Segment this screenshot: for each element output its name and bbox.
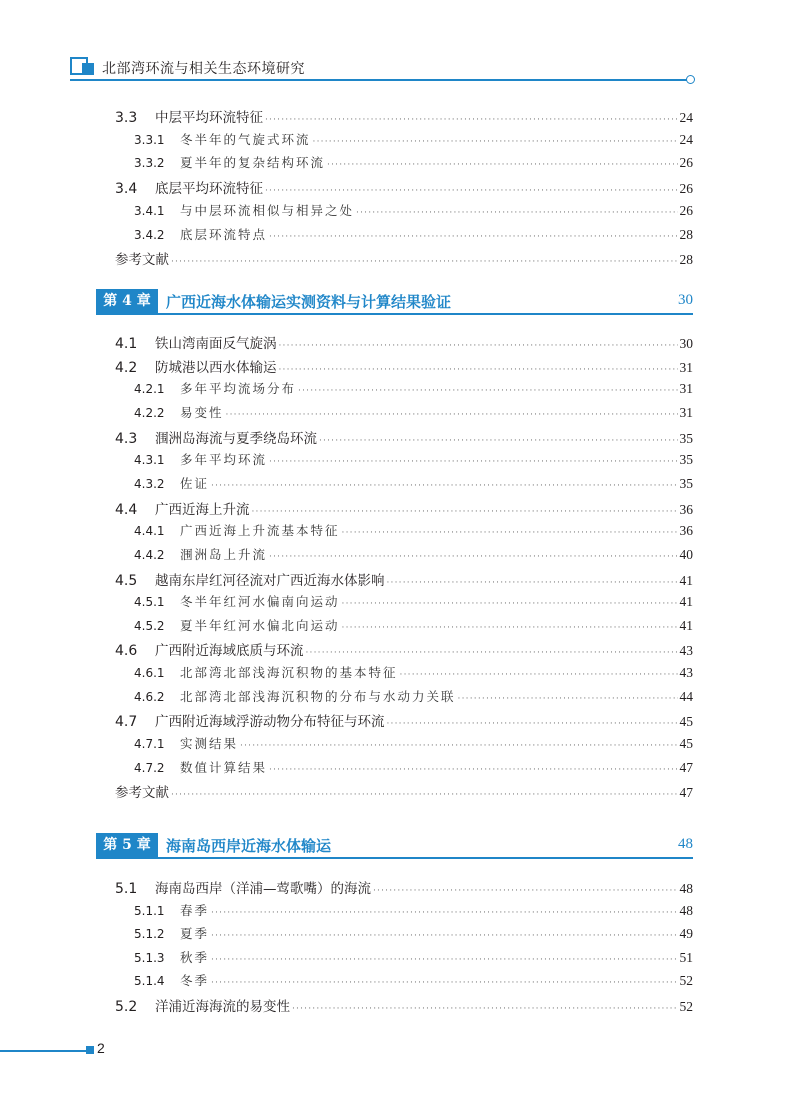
toc-section-number: 4.1 <box>115 336 138 352</box>
chapter-4-rule <box>96 313 693 315</box>
toc-dot-leader <box>342 623 678 633</box>
toc-section-number: 4.2.2 <box>134 405 165 420</box>
toc-section-number: 4.7 <box>115 714 138 731</box>
toc-section-title: 数值计算结果 <box>180 759 268 775</box>
toc-entry-4-7-2[interactable] <box>115 758 693 780</box>
toc-section-title: 冬半年红河水偏南向运动 <box>180 594 340 610</box>
toc-section-number: 4.4.2 <box>134 547 165 562</box>
toc-entry-4-7-1[interactable] <box>115 734 693 756</box>
page-number: 2 <box>97 1040 105 1056</box>
toc-page-number: 24 <box>679 110 693 125</box>
toc-dot-leader <box>327 160 677 170</box>
header-rule-end-circle <box>686 75 695 84</box>
toc-entry-5-1[interactable] <box>115 877 693 899</box>
toc-entry-3-3-2[interactable] <box>115 153 693 175</box>
toc-section-number: 4.6.1 <box>134 666 165 681</box>
toc-page-number: 45 <box>679 736 693 752</box>
toc-page-number: 48 <box>679 881 693 896</box>
toc-entry-4-1[interactable] <box>115 332 693 354</box>
toc-page-number: 45 <box>679 714 693 730</box>
toc-section-title: 秋季 <box>180 949 210 965</box>
toc-section-title: 夏季 <box>180 926 210 941</box>
toc-dot-leader <box>319 436 678 446</box>
toc-section-number: 4.7.2 <box>134 760 165 775</box>
header-rule <box>70 79 687 81</box>
toc-section-title: 冬半年的气旋式环流 <box>180 131 311 147</box>
toc-entry-4-3-2[interactable] <box>115 474 693 496</box>
toc-page-number: 41 <box>679 617 693 633</box>
toc-section-number: 4.2.1 <box>134 382 165 397</box>
toc-section-title: 冬季 <box>180 973 210 988</box>
toc-section-title: 洋浦近海海流的易变性 <box>155 998 290 1015</box>
toc-section-number: 4.2 <box>115 359 138 376</box>
toc-section-title: 参考文献 <box>115 785 169 802</box>
toc-entry-4-3[interactable] <box>115 427 693 449</box>
toc-dot-leader <box>265 115 678 125</box>
chapter-5-page: 48 <box>678 836 693 852</box>
toc-entry-4-6-1[interactable] <box>115 663 693 685</box>
toc-section-title: 北部湾北部浅海沉积物的基本特征 <box>180 665 398 681</box>
toc-section-number: 5.1.4 <box>134 974 165 988</box>
toc-section-number: 5.1 <box>115 881 138 897</box>
toc-page-number: 48 <box>679 902 693 918</box>
toc-page-number: 26 <box>679 155 693 171</box>
toc-page-number: 41 <box>679 594 693 610</box>
toc-section-number: 4.3.2 <box>134 476 165 491</box>
toc-section-number: 5.1.1 <box>134 903 165 918</box>
toc-section-title: 广西附近海域浮游动物分布特征与环流 <box>155 714 385 731</box>
toc-dot-leader <box>342 528 678 538</box>
running-header-title: 北部湾环流与相关生态环境研究 <box>102 61 305 77</box>
toc-entry-4-6-2[interactable] <box>115 687 693 709</box>
toc-section-title: 涠洲岛上升流 <box>180 546 268 562</box>
toc-entry-5-1-1[interactable] <box>115 901 693 923</box>
toc-dot-leader <box>211 908 677 918</box>
toc-entry-3-3[interactable] <box>115 106 693 128</box>
chapter-4-heading[interactable] <box>96 289 693 313</box>
toc-dot-leader <box>171 790 678 800</box>
toc-section-title: 底层平均环流特征 <box>155 181 263 198</box>
toc-dot-leader <box>211 955 677 965</box>
chapter-4-page: 30 <box>678 292 693 308</box>
toc-dot-leader <box>269 232 677 242</box>
toc-section-title: 易变性 <box>180 404 224 420</box>
toc-section-title: 铁山湾南面反气旋涡 <box>155 336 277 352</box>
toc-section-title: 实测结果 <box>180 736 239 752</box>
toc-section-title: 参考文献 <box>115 252 169 269</box>
toc-entry-4-4-1[interactable] <box>115 521 693 543</box>
toc-dot-leader <box>387 719 678 729</box>
toc-section-title: 北部湾北部浅海沉积物的分布与水动力关联 <box>180 688 456 704</box>
toc-dot-leader <box>211 931 677 941</box>
toc-page-number: 28 <box>679 252 693 268</box>
toc-entry-4-5-2[interactable] <box>115 616 693 638</box>
toc-section-title: 多年平均流场分布 <box>180 381 297 397</box>
toc-dot-leader <box>292 1004 678 1014</box>
toc-entry-3-4-2[interactable] <box>115 225 693 247</box>
chapter-5-badge: 第 5 章 <box>96 833 158 857</box>
toc-page-number: 30 <box>679 336 693 351</box>
toc-page-number: 47 <box>679 759 693 775</box>
toc-references-entry[interactable] <box>115 248 693 270</box>
toc-section-number: 4.3.1 <box>134 453 165 468</box>
footer-rule <box>0 1050 86 1052</box>
toc-page-number: 26 <box>679 202 693 218</box>
toc-references-entry[interactable] <box>115 781 693 803</box>
toc-dot-leader <box>313 137 678 147</box>
toc-entry-3-4-1[interactable] <box>115 201 693 223</box>
toc-section-title: 夏半年的复杂结构环流 <box>180 155 326 171</box>
toc-section-title: 多年平均环流 <box>180 452 268 468</box>
toc-section-number: 5.1.3 <box>134 950 165 965</box>
toc-page-number: 31 <box>679 404 693 420</box>
toc-section-number: 3.4.2 <box>134 227 165 242</box>
toc-dot-leader <box>211 978 677 988</box>
toc-entry-4-4[interactable] <box>115 498 693 520</box>
toc-entry-3-3-1[interactable] <box>115 130 693 152</box>
toc-entry-4-2[interactable] <box>115 356 693 378</box>
chapter-5-heading[interactable] <box>96 833 693 857</box>
toc-section-number: 4.6 <box>115 643 138 660</box>
toc-section-title: 底层环流特点 <box>180 226 268 242</box>
chapter-4-title: 广西近海水体输运实测资料与计算结果验证 <box>166 293 452 311</box>
toc-section-number: 4.4 <box>115 501 138 518</box>
toc-page-number: 36 <box>679 501 693 517</box>
toc-section-number: 4.7.1 <box>134 737 165 752</box>
chapter-5-title: 海南岛西岸近海水体输运 <box>166 837 332 855</box>
toc-dot-leader <box>269 765 677 775</box>
toc-page-number: 35 <box>679 430 693 446</box>
toc-section-title: 春季 <box>180 902 210 918</box>
toc-dot-leader <box>269 552 677 562</box>
toc-section-number: 5.1.2 <box>134 927 165 941</box>
toc-section-title: 防城港以西水体输运 <box>155 359 277 376</box>
footer-square <box>86 1046 94 1054</box>
toc-dot-leader <box>265 186 678 196</box>
toc-section-number: 3.4.1 <box>134 203 165 218</box>
toc-entry-5-2[interactable] <box>115 995 693 1017</box>
toc-page-number: 31 <box>679 381 693 397</box>
toc-page-number: 43 <box>679 665 693 681</box>
toc-entry-4-2-1[interactable] <box>115 379 693 401</box>
toc-section-number: 4.6.2 <box>134 689 165 704</box>
toc-entry-4-2-2[interactable] <box>115 403 693 425</box>
toc-dot-leader <box>269 457 677 467</box>
toc-page-number: 49 <box>679 926 693 941</box>
toc-page-number: 36 <box>679 523 693 539</box>
toc-dot-leader <box>171 257 678 267</box>
toc-page-number: 35 <box>679 452 693 468</box>
toc-entry-5-1-4[interactable] <box>115 971 693 993</box>
toc-page-number: 52 <box>679 973 693 988</box>
toc-entry-3-4[interactable] <box>115 177 693 199</box>
toc-section-number: 5.2 <box>115 998 138 1015</box>
toc-section-title: 与中层环流相似与相异之处 <box>180 202 355 218</box>
toc-dot-leader <box>342 599 678 609</box>
header-logo-square <box>82 63 94 75</box>
toc-page-number: 24 <box>679 131 693 147</box>
toc-section-title: 广西附近海域底质与环流 <box>155 643 304 660</box>
toc-section-number: 3.3 <box>115 110 138 126</box>
toc-section-title: 佐证 <box>180 475 210 491</box>
toc-section-number: 4.5.2 <box>134 618 165 633</box>
toc-section-number: 3.3.1 <box>134 132 165 147</box>
toc-dot-leader <box>387 578 678 588</box>
toc-page-number: 41 <box>679 572 693 588</box>
toc-page-number: 35 <box>679 475 693 491</box>
toc-section-number: 3.3.2 <box>134 156 165 171</box>
toc-section-number: 4.5.1 <box>134 595 165 610</box>
toc-dot-leader <box>400 670 678 680</box>
toc-section-title: 中层平均环流特征 <box>155 110 263 126</box>
toc-dot-leader <box>279 365 678 375</box>
toc-page-number: 51 <box>679 949 693 965</box>
toc-entry-4-5[interactable] <box>115 569 693 591</box>
toc-section-title: 广西近海上升流 <box>155 501 250 518</box>
toc-section-title: 夏半年红河水偏北向运动 <box>180 617 340 633</box>
toc-section-number: 4.4.1 <box>134 524 165 539</box>
toc-entry-4-5-1[interactable] <box>115 592 693 614</box>
toc-dot-leader <box>240 741 677 751</box>
toc-dot-leader <box>356 208 677 218</box>
toc-dot-leader <box>373 886 678 896</box>
toc-entry-5-1-3[interactable] <box>115 948 693 970</box>
chapter-4-badge: 第 4 章 <box>96 289 158 313</box>
toc-page-number: 31 <box>679 359 693 375</box>
toc-dot-leader <box>226 410 678 420</box>
toc-section-title: 海南岛西岸（洋浦—莺歌嘴）的海流 <box>155 881 371 897</box>
toc-section-title: 越南东岸红河径流对广西近海水体影响 <box>155 572 385 589</box>
toc-dot-leader <box>252 507 678 517</box>
toc-page-number: 28 <box>679 226 693 242</box>
toc-page-number: 52 <box>679 998 693 1014</box>
chapter-5-rule <box>96 857 693 859</box>
toc-page-number: 26 <box>679 181 693 197</box>
toc-page-number: 47 <box>679 785 693 801</box>
toc-section-title: 广西近海上升流基本特征 <box>180 523 340 539</box>
toc-entry-4-3-1[interactable] <box>115 450 693 472</box>
toc-dot-leader <box>298 386 677 396</box>
toc-section-title: 涠洲岛海流与夏季绕岛环流 <box>155 430 317 447</box>
toc-section-number: 3.4 <box>115 181 138 198</box>
toc-section-number: 4.5 <box>115 572 138 589</box>
toc-entry-4-4-2[interactable] <box>115 545 693 567</box>
toc-dot-leader <box>279 341 678 351</box>
toc-dot-leader <box>458 694 678 704</box>
toc-page-number: 43 <box>679 643 693 659</box>
toc-dot-leader <box>306 648 678 658</box>
toc-section-number: 4.3 <box>115 430 138 447</box>
toc-page-number: 40 <box>679 546 693 562</box>
toc-entry-4-6[interactable] <box>115 639 693 661</box>
toc-dot-leader <box>211 481 677 491</box>
toc-page-number: 44 <box>679 688 693 704</box>
toc-entry-4-7[interactable] <box>115 710 693 732</box>
toc-entry-5-1-2[interactable] <box>115 924 693 946</box>
